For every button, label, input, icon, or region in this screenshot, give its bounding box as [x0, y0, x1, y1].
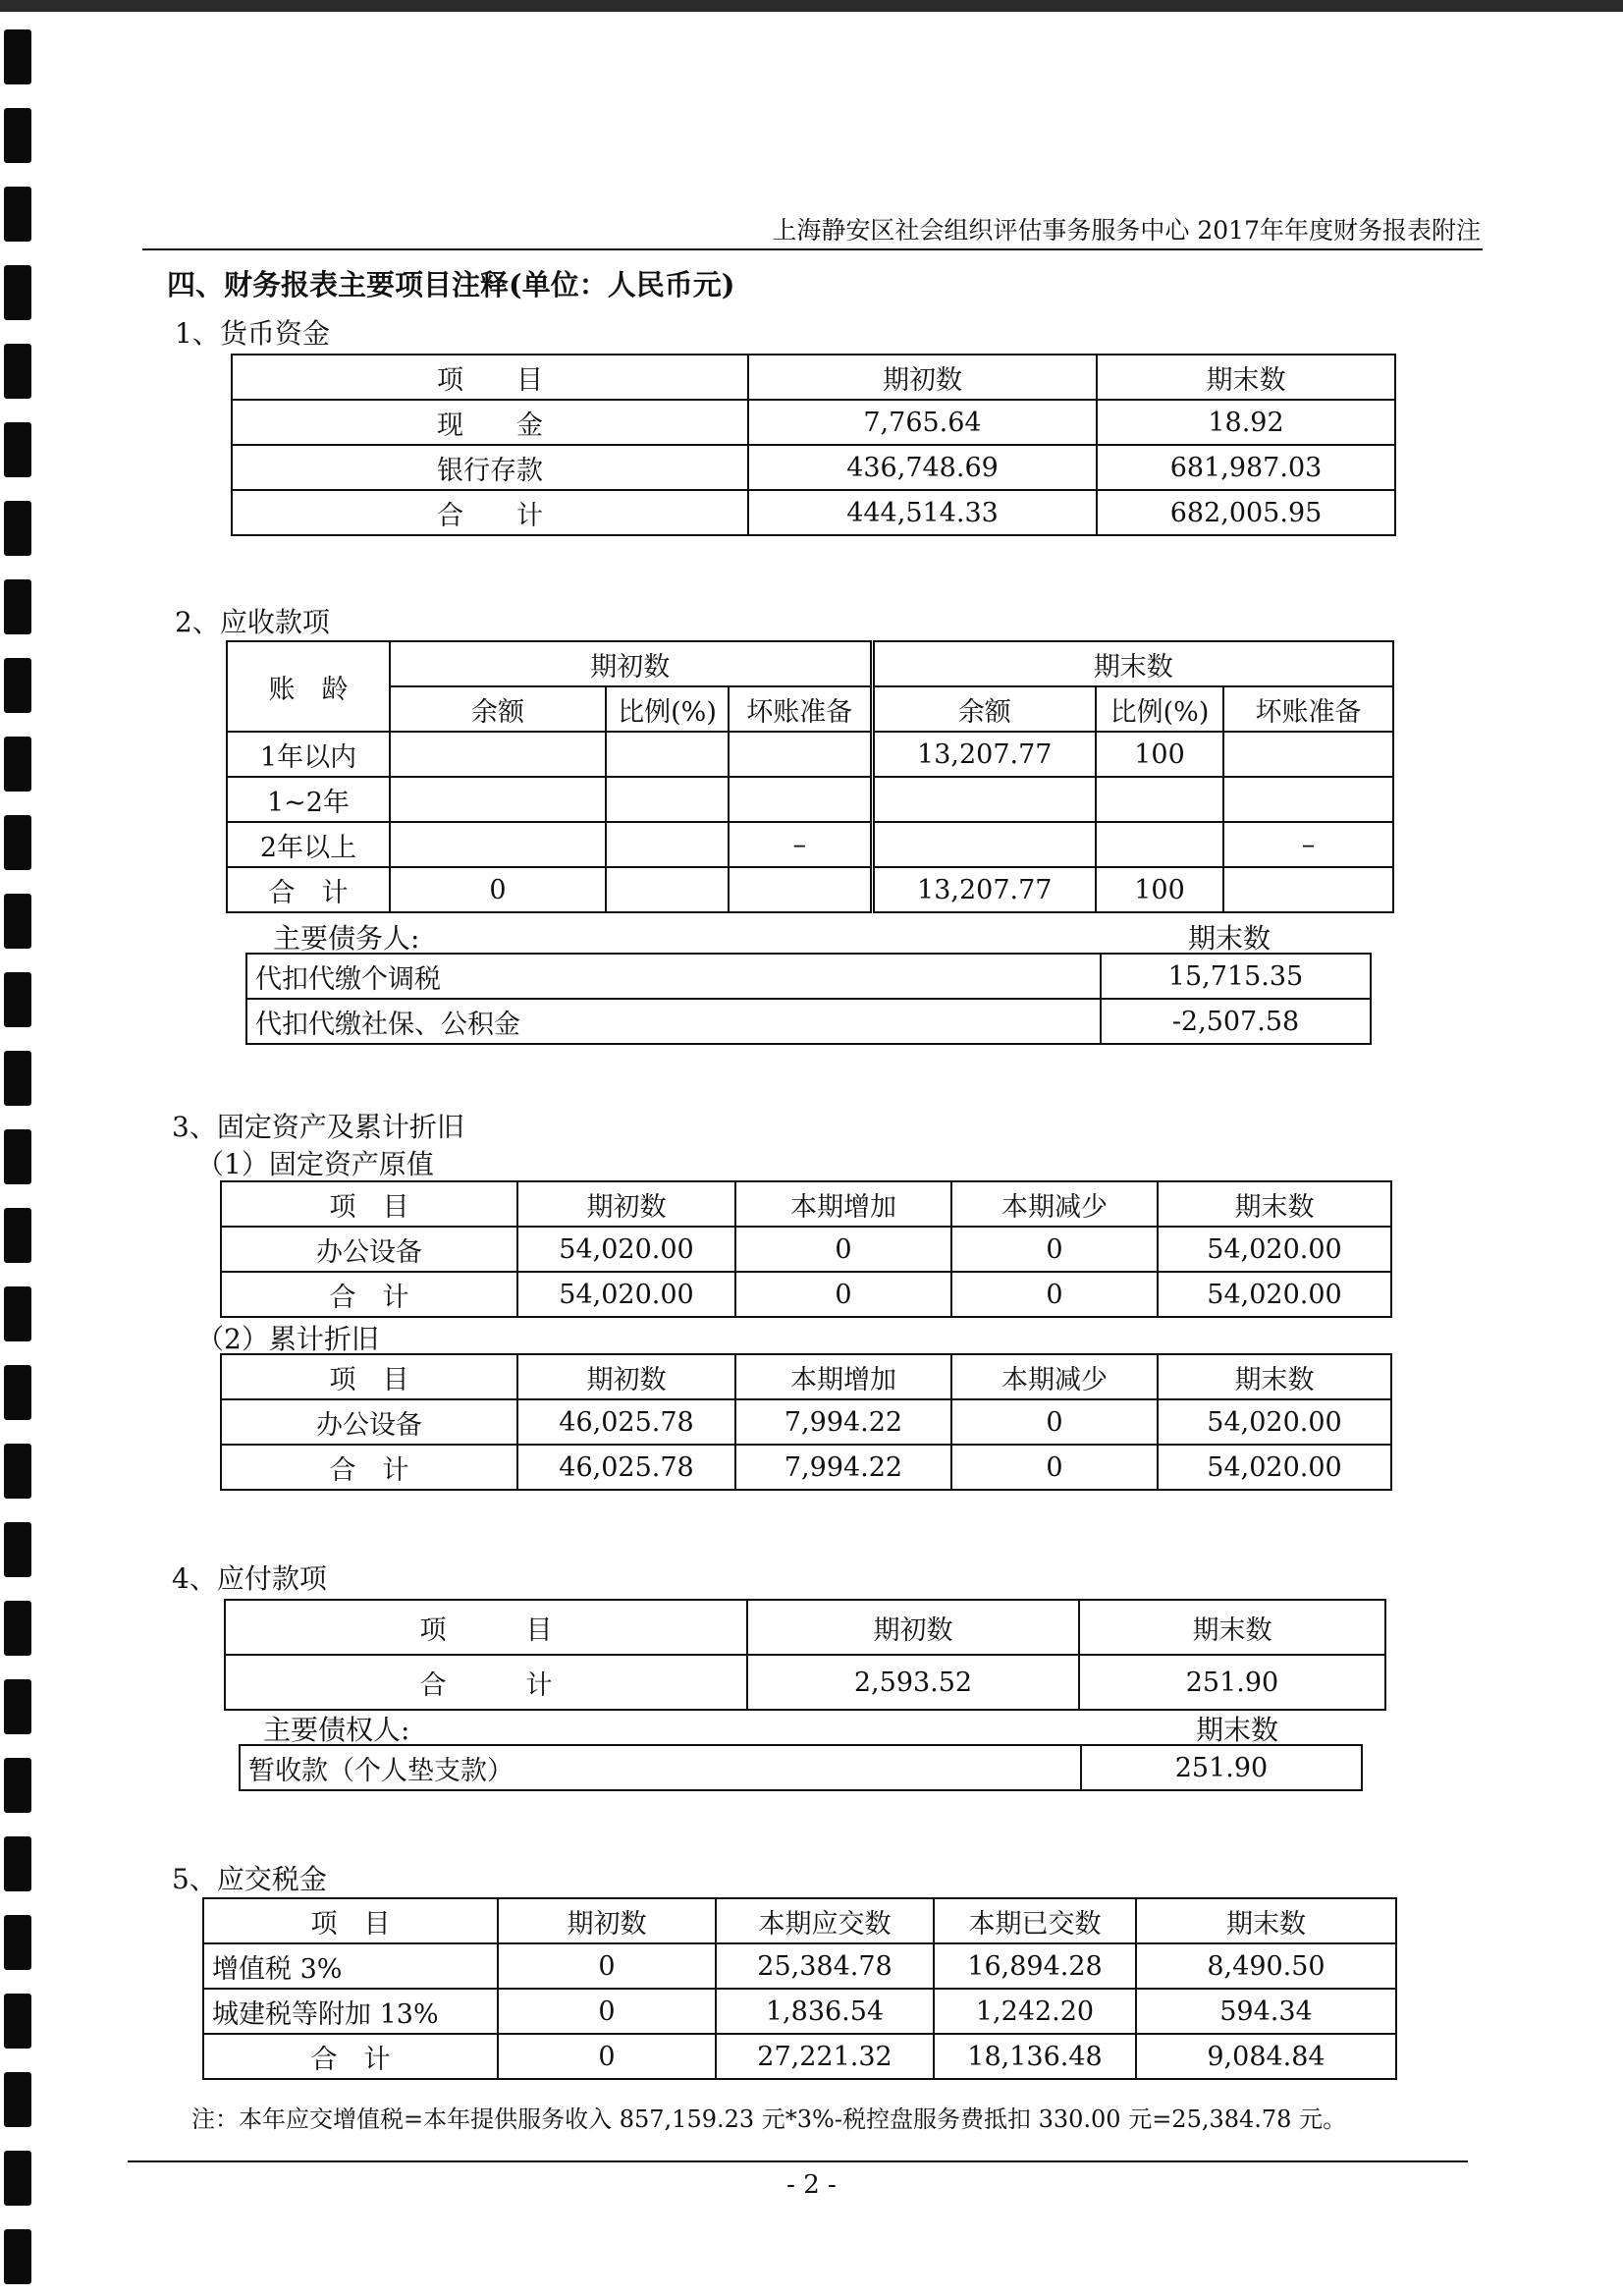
- header-cell: 期末数: [1079, 1600, 1385, 1655]
- table-cell: [390, 777, 606, 822]
- header-rule: [142, 248, 1483, 250]
- table-cell: 682,005.95: [1097, 490, 1395, 535]
- table-cell: 代扣代缴社保、公积金: [246, 999, 1101, 1044]
- table-cell: 54,020.00: [517, 1227, 735, 1272]
- table-row: [221, 1445, 1391, 1490]
- s3-sub2-title: （2）累计折旧: [196, 1323, 379, 1355]
- creditor-end-label: 期末数: [1196, 1714, 1279, 1746]
- s4-table: [224, 1599, 1386, 1711]
- table-cell: 100: [1096, 867, 1223, 912]
- table-cell: 100: [1096, 732, 1223, 777]
- header-cell: 比例(%): [606, 686, 729, 732]
- table-cell: 0: [498, 1943, 716, 1989]
- table-row: [203, 1989, 1396, 2034]
- table-cell: [606, 777, 729, 822]
- table-cell: 15,715.35: [1101, 954, 1371, 999]
- table-cell: [729, 867, 872, 912]
- table-cell: 18.92: [1097, 400, 1395, 445]
- table-header-row: [221, 1354, 1391, 1399]
- table-cell: 增值税 3%: [203, 1943, 498, 1989]
- table-cell: [390, 732, 606, 777]
- header-cell: 期末数: [1136, 1898, 1396, 1943]
- table-cell: 0: [390, 867, 606, 912]
- binding-hole: [4, 894, 31, 949]
- binding-hole: [4, 2072, 31, 2127]
- table-cell: [872, 777, 1096, 822]
- table-cell: 7,765.64: [748, 400, 1097, 445]
- table-cell: 代扣代缴个调税: [246, 954, 1101, 999]
- table-row: [221, 1272, 1391, 1317]
- header-cell: 项 目: [221, 1181, 517, 1227]
- table-cell: 0: [951, 1445, 1158, 1490]
- table-cell: 2年以上: [227, 822, 390, 867]
- table-row: [240, 1745, 1362, 1790]
- table-row: [227, 777, 1393, 822]
- table-row: [203, 1943, 1396, 1989]
- binding-hole: [4, 1129, 31, 1184]
- table-cell: 城建税等附加 13%: [203, 1989, 498, 2034]
- table-cell: -2,507.58: [1101, 999, 1371, 1044]
- table-row: [232, 490, 1395, 535]
- header-cell: 账 龄: [227, 641, 390, 732]
- binding-hole: [4, 1051, 31, 1106]
- table-row: [246, 954, 1371, 999]
- binding-holes: [0, 0, 39, 2296]
- header-cell: 本期减少: [951, 1354, 1158, 1399]
- header-cell: 期初数: [517, 1181, 735, 1227]
- header-cell: 本期增加: [735, 1354, 951, 1399]
- table-cell: 436,748.69: [748, 445, 1097, 490]
- table-row: [225, 1655, 1385, 1710]
- table-cell: 25,384.78: [716, 1943, 934, 1989]
- header-cell: 期初数: [390, 641, 872, 686]
- table-cell: –: [729, 822, 872, 867]
- binding-hole: [4, 501, 31, 556]
- table-cell: [729, 732, 872, 777]
- table-cell: 8,490.50: [1136, 1943, 1396, 1989]
- table-cell: [606, 822, 729, 867]
- header-cell: 坏账准备: [1223, 686, 1393, 732]
- header-cell: 本期应交数: [716, 1898, 934, 1943]
- table-cell: 银行存款: [232, 445, 748, 490]
- table-row: [221, 1399, 1391, 1445]
- table-cell: 13,207.77: [872, 732, 1096, 777]
- binding-hole: [4, 1758, 31, 1813]
- header-cell: 项 目: [221, 1354, 517, 1399]
- creditor-table: [239, 1744, 1363, 1791]
- table-cell: –: [1223, 822, 1393, 867]
- binding-hole: [4, 29, 31, 84]
- table-cell: 9,084.84: [1136, 2034, 1396, 2079]
- table-cell: 0: [951, 1227, 1158, 1272]
- debtor-table: [245, 953, 1372, 1045]
- header-cell: 本期增加: [735, 1181, 951, 1227]
- page-number: - 2 -: [786, 2170, 837, 2200]
- table-row: [232, 400, 1395, 445]
- table-cell: 54,020.00: [1158, 1227, 1391, 1272]
- table-cell: 现 金: [232, 400, 748, 445]
- table-cell: 1~2年: [227, 777, 390, 822]
- s1-table: [231, 354, 1396, 536]
- header-cell: 项 目: [225, 1600, 747, 1655]
- s3-original-value-table: [220, 1180, 1392, 1318]
- binding-hole: [4, 187, 31, 242]
- table-row: [232, 445, 1395, 490]
- header-cell: 期初数: [748, 355, 1097, 400]
- binding-hole: [4, 579, 31, 634]
- header-cell: 本期减少: [951, 1181, 1158, 1227]
- header-cell: 期初数: [517, 1354, 735, 1399]
- table-cell: 1年以内: [227, 732, 390, 777]
- table-cell: [1223, 777, 1393, 822]
- binding-hole: [4, 737, 31, 792]
- binding-hole: [4, 265, 31, 320]
- s5-table: [202, 1897, 1397, 2080]
- binding-hole: [4, 108, 31, 163]
- table-cell: 合 计: [227, 867, 390, 912]
- table-row: [221, 1227, 1391, 1272]
- footer-rule: [128, 2160, 1468, 2162]
- tax-note: 注：本年应交增值税=本年提供服务收入 857,159.23 元*3%-税控盘服务费抵扣 330.00 元=25,384.78 元。: [191, 2105, 1347, 2133]
- table-cell: 0: [735, 1272, 951, 1317]
- table-cell: 合 计: [203, 2034, 498, 2079]
- s5-title: 5、应交税金: [172, 1863, 327, 1895]
- table-row: [203, 2034, 1396, 2079]
- s1-title: 1、货币资金: [175, 317, 330, 350]
- binding-hole: [4, 658, 31, 713]
- header-cell: 期末数: [1158, 1181, 1391, 1227]
- header-cell: 期末数: [872, 641, 1393, 686]
- table-cell: 594.34: [1136, 1989, 1396, 2034]
- s2-title: 2、应收款项: [175, 606, 330, 638]
- table-header-row: [221, 1181, 1391, 1227]
- page-header: 上海静安区社会组织评估事务服务中心 2017年年度财务报表附注: [772, 216, 1481, 245]
- section-title: 四、财务报表主要项目注释(单位：人民币元): [167, 268, 735, 301]
- debtor-label: 主要债务人:: [273, 922, 420, 955]
- binding-hole: [4, 344, 31, 399]
- table-cell: [390, 822, 606, 867]
- creditor-label: 主要债权人:: [263, 1714, 410, 1746]
- binding-hole: [4, 2229, 31, 2284]
- table-header-row: [232, 355, 1395, 400]
- s2-table: [226, 640, 1394, 913]
- table-cell: 合 计: [221, 1272, 517, 1317]
- table-cell: 16,894.28: [934, 1943, 1136, 1989]
- table-cell: 251.90: [1079, 1655, 1385, 1710]
- table-cell: 18,136.48: [934, 2034, 1136, 2079]
- binding-hole: [4, 1679, 31, 1734]
- table-cell: 办公设备: [221, 1399, 517, 1445]
- table-cell: 0: [498, 2034, 716, 2079]
- header-cell: 坏账准备: [729, 686, 872, 732]
- table-cell: [872, 822, 1096, 867]
- table-cell: 27,221.32: [716, 2034, 934, 2079]
- header-cell: 本期已交数: [934, 1898, 1136, 1943]
- binding-hole: [4, 1286, 31, 1341]
- table-cell: [1096, 822, 1223, 867]
- header-cell: 期末数: [1097, 355, 1395, 400]
- table-row: [246, 999, 1371, 1044]
- table-cell: 0: [498, 1989, 716, 2034]
- table-cell: 2,593.52: [747, 1655, 1079, 1710]
- s3-title: 3、固定资产及累计折旧: [172, 1111, 464, 1143]
- binding-hole: [4, 972, 31, 1027]
- table-cell: 0: [735, 1227, 951, 1272]
- table-cell: [1223, 867, 1393, 912]
- table-header-row: [227, 686, 1393, 732]
- header-cell: 余额: [872, 686, 1096, 732]
- scan-top-edge: [0, 0, 1623, 12]
- table-cell: 681,987.03: [1097, 445, 1395, 490]
- table-cell: 7,994.22: [735, 1399, 951, 1445]
- table-cell: 暂收款（个人垫支款）: [240, 1745, 1081, 1790]
- table-cell: [1096, 777, 1223, 822]
- binding-hole: [4, 1836, 31, 1891]
- binding-hole: [4, 1601, 31, 1656]
- binding-hole: [4, 1994, 31, 2049]
- table-cell: 1,836.54: [716, 1989, 934, 2034]
- table-cell: [606, 867, 729, 912]
- header-cell: 项 目: [203, 1898, 498, 1943]
- table-cell: [1223, 732, 1393, 777]
- header-cell: 期初数: [747, 1600, 1079, 1655]
- table-cell: [729, 777, 872, 822]
- table-header-row: [225, 1600, 1385, 1655]
- header-cell: 项 目: [232, 355, 748, 400]
- table-cell: 7,994.22: [735, 1445, 951, 1490]
- table-cell: 46,025.78: [517, 1399, 735, 1445]
- table-cell: 251.90: [1081, 1745, 1362, 1790]
- table-row: [227, 822, 1393, 867]
- binding-hole: [4, 422, 31, 477]
- header-cell: 比例(%): [1096, 686, 1223, 732]
- table-cell: 办公设备: [221, 1227, 517, 1272]
- table-cell: 54,020.00: [1158, 1445, 1391, 1490]
- binding-hole: [4, 1915, 31, 1970]
- table-cell: 54,020.00: [1158, 1272, 1391, 1317]
- binding-hole: [4, 1208, 31, 1263]
- table-cell: [606, 732, 729, 777]
- table-cell: 54,020.00: [1158, 1399, 1391, 1445]
- binding-hole: [4, 1365, 31, 1420]
- header-cell: 期末数: [1158, 1354, 1391, 1399]
- s3-depreciation-table: [220, 1353, 1392, 1491]
- table-header-row: [203, 1898, 1396, 1943]
- binding-hole: [4, 1522, 31, 1577]
- s4-title: 4、应付款项: [172, 1562, 327, 1595]
- s3-sub1-title: （1）固定资产原值: [196, 1148, 434, 1180]
- table-cell: 444,514.33: [748, 490, 1097, 535]
- header-cell: 余额: [390, 686, 606, 732]
- header-cell: 期初数: [498, 1898, 716, 1943]
- binding-hole: [4, 1444, 31, 1499]
- table-cell: 1,242.20: [934, 1989, 1136, 2034]
- table-cell: 合 计: [225, 1655, 747, 1710]
- table-cell: 合 计: [221, 1445, 517, 1490]
- table-cell: 0: [951, 1399, 1158, 1445]
- table-row: [227, 867, 1393, 912]
- table-cell: 13,207.77: [872, 867, 1096, 912]
- table-cell: 54,020.00: [517, 1272, 735, 1317]
- table-cell: 0: [951, 1272, 1158, 1317]
- table-cell: 合 计: [232, 490, 748, 535]
- table-row: [227, 732, 1393, 777]
- table-header-row: [227, 641, 1393, 686]
- table-cell: 46,025.78: [517, 1445, 735, 1490]
- debtor-end-label: 期末数: [1188, 922, 1271, 955]
- binding-hole: [4, 815, 31, 870]
